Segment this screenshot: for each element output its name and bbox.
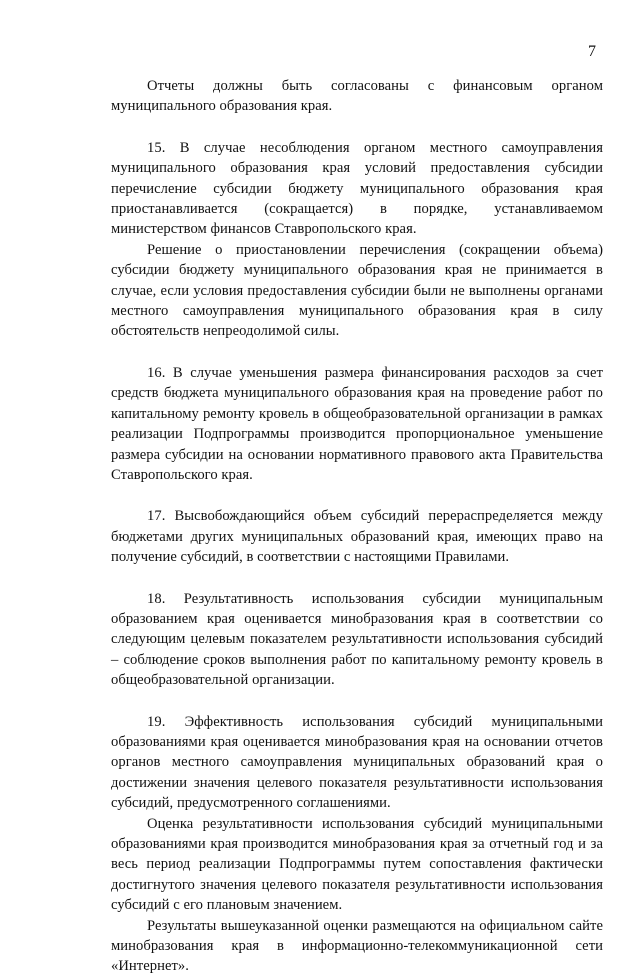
paragraph-text: Решение о приостановлении перечисления (сокращении объема) субсидии бюджету муниципального образования края не принимается в случае, если условия предоставления субсидии были не выполнены органами местного самоуправления муниципального образования края в силу обстоятельств непреодолимой силы. [111, 241, 603, 340]
page-number: 7 [588, 43, 596, 60]
paragraph-text: 19. Эффективность использования субсидий муниципальными образованиями края оценивается минобразования края на основании отчетов органов местного самоуправления муниципальных образований края о достижении значения целевого показателя результативности использования субсидий, предусмотренного соглашениями. [111, 713, 603, 812]
paragraph-section-15 [111, 138, 603, 342]
paragraph-text: 15. В случае несоблюдения органом местного самоуправления муниципального образования края условий предоставления субсидии перечисление субсидии бюджету муниципального образования края приостанавливается (сокращается) в порядке, устанавливаемом министерством финансов Ставропольского края. [111, 139, 603, 238]
paragraph-text: Оценка результативности использования субсидий муниципальными образованиями края производится минобразования края за отчетный год и за весь период реализации Подпрограммы путем сопоставления фактически достигнутого значения целевого показателя результативности использования субсидий с его плановым значением. [111, 815, 603, 914]
paragraph-text: 17. Высвобождающийся объем субсидий перераспределяется между бюджетами других муниципальных образований края, имеющих право на получение субсидий, в соответствии с настоящими Правилами. [111, 508, 603, 566]
paragraph-section-19 [111, 712, 603, 977]
paragraph-text: 16. В случае уменьшения размера финансирования расходов за счет средств бюджета муниципального образования края на проведение работ по капитальному ремонту кровель в общеобразовательной организации в рамках реализации Подпрограммы производится пропорциональное уменьшение размера субсидии на основании нормативного правового акта Правительства Ставропольского края. [111, 364, 603, 483]
paragraph-section-17 [111, 506, 603, 567]
paragraph-text: Результаты вышеуказанной оценки размещаются на официальном сайте минобразования края в информационно-телекоммуникационной сети «Интернет». [111, 917, 603, 975]
document-body [111, 76, 603, 977]
paragraph-text: 18. Результативность использования субсидии муниципальным образованием края оценивается минобразования края в соответствии со следующим целевым показателем результативности использования субсидий – соблюдение сроков выполнения работ по капитальному ремонту кровель в общеобразовательной организации. [111, 590, 603, 689]
paragraph-reports-agreement [111, 76, 603, 117]
paragraph-text: Отчеты должны быть согласованы с финансовым органом муниципального образования края. [111, 78, 603, 115]
paragraph-section-16 [111, 363, 603, 485]
paragraph-section-18 [111, 589, 603, 691]
